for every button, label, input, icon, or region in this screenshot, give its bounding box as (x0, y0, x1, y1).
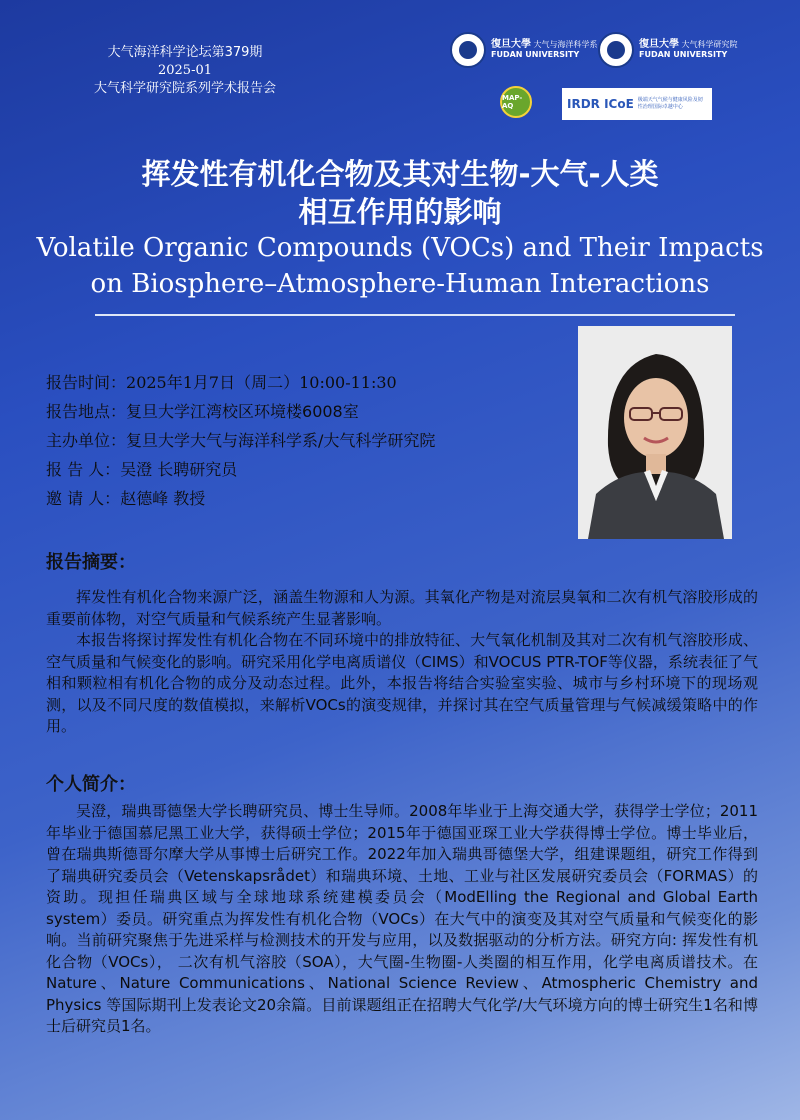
logo-area (450, 30, 780, 130)
fudan-seal-icon (450, 32, 486, 68)
abstract-heading: 报告摘要： (46, 552, 136, 573)
irdr-badge: IRDR ICoE (567, 97, 634, 111)
abstract-paragraph-2: 本报告将探讨挥发性有机化合物在不同环境中的排放特征、大气氧化机制及其对二次有机气溶胶形成、空气质量和气候变化的影响。研究采用化学电离质谱仪（CIMS）和VOCUS PTR-TOF等仪器，系统表征了气相和颗粒相有机化合物的成分及动态过程。此外，本报告将结合实验室实验、城市与乡村环境下的现场观测，以及不同尺度的数值模拟，来解析VOCs的演变规律，并探讨其在空气质量管理与气候减缓策略中的作用。 (46, 631, 758, 735)
forum-series-title: 大气科学研究院系列学术报告会 (93, 81, 276, 96)
inst-logo-en: FUDAN UNIVERSITY (639, 50, 728, 59)
info-inviter: 邀 请 人：赵德峰 教授 (46, 489, 206, 508)
bio-body (46, 801, 758, 1038)
abstract-body (46, 587, 758, 738)
mapaq-logo (500, 86, 532, 118)
irdr-text: 极端天气气候与健康风险及韧性治理国际卓越中心 (637, 97, 703, 110)
info-host-value: 复旦大学大气与海洋科学系/大气科学研究院 (126, 431, 436, 450)
info-speaker: 报 告 人：吴澄 长聘研究员 (46, 460, 238, 479)
title-english (0, 230, 800, 302)
info-time: 报告时间：2025年1月7日（周二）10:00-11:30 (46, 373, 397, 392)
dept-logo-cn: 復旦大學 (491, 39, 531, 50)
title-chinese (0, 155, 800, 231)
mapaq-icon: MAP-AQ (500, 86, 532, 118)
irdr-logo (562, 88, 712, 120)
title-cn-line1: 挥发性有机化合物及其对生物-大气-人类 (141, 157, 659, 191)
inst-logo-cn: 復旦大學 (639, 39, 679, 50)
title-en-line2: on Biosphere–Atmosphere-Human Interactions (90, 269, 710, 299)
inst-logo-sub: 大气科学研究院 (681, 40, 738, 49)
dept-logo-en: FUDAN UNIVERSITY (491, 50, 580, 59)
fudan-seal-icon (598, 32, 634, 68)
abstract-paragraph-1: 挥发性有机化合物来源广泛，涵盖生物源和人为源。其氧化产物是对流层臭氧和二次有机气溶胶形成的重要前体物，对空气质量和气候系统产生显著影响。 (46, 588, 758, 628)
info-inviter-value: 赵德峰 教授 (120, 489, 206, 508)
info-time-value: 2025年1月7日（周二）10:00-11:30 (126, 373, 397, 392)
bio-heading: 个人简介： (46, 774, 136, 795)
forum-date: 2025-01 (157, 63, 213, 78)
forum-issue: 大气海洋科学论坛第379期 (107, 45, 263, 60)
forum-series-info (50, 44, 320, 98)
info-host: 主办单位：复旦大学大气与海洋科学系/大气科学研究院 (46, 431, 436, 450)
bio-paragraph: 吴澄，瑞典哥德堡大学长聘研究员、博士生导师。2008年毕业于上海交通大学，获得学士学位；2011年毕业于德国慕尼黑工业大学，获得硕士学位；2015年于德国亚琛工业大学获得博士学位。博士毕业后，曾在瑞典斯德哥尔摩大学从事博士后研究工作。2022年加入瑞典哥德堡大学，组建课题组，研究工作得到了瑞典研究委员会（Vetenskapsrådet）和瑞典环境、土地、工业与社区发展研究委员会（FORMAS）的资助。现担任瑞典区域与全球地球系统建模委员会（ModElling the Regional and Global Earth system）委员。研究重点为挥发性有机化合物（VOCs）在大气中的演变及其对空气质量和气候变化的影响。当前研究聚焦于先进采样与检测技术的开发与应用，以及数据驱动的分析方法。研究方向: 挥发性有机化合物（VOCs）， 二次有机气溶胶（SOA），大气圈-生物圈-人类圈的相互作用，化学电离质谱技术。在 Nature、Nature Communications、National Science Review、Atmospheric Chemistry and Physics 等国际期刊上发表论文20余篇。目前课题组正在招聘大气化学/大气环境方向的博士研究生1名和博士后研究员1名。 (46, 802, 758, 1035)
event-info (46, 368, 566, 513)
dept-logo-sub: 大气与海洋科学系 (533, 40, 598, 49)
info-speaker-value: 吴澄 长聘研究员 (120, 460, 238, 479)
dept-logo (450, 32, 598, 68)
info-place: 报告地点：复旦大学江湾校区环境楼6008室 (46, 402, 359, 421)
title-cn-line2: 相互作用的影响 (298, 195, 502, 229)
speaker-photo (578, 326, 732, 539)
title-en-line1: Volatile Organic Compounds (VOCs) and Their Impacts (36, 233, 764, 263)
title-divider (95, 314, 735, 316)
info-place-value: 复旦大学江湾校区环境楼6008室 (126, 402, 359, 421)
inst-logo (598, 32, 738, 68)
speaker-portrait-icon (578, 326, 732, 539)
